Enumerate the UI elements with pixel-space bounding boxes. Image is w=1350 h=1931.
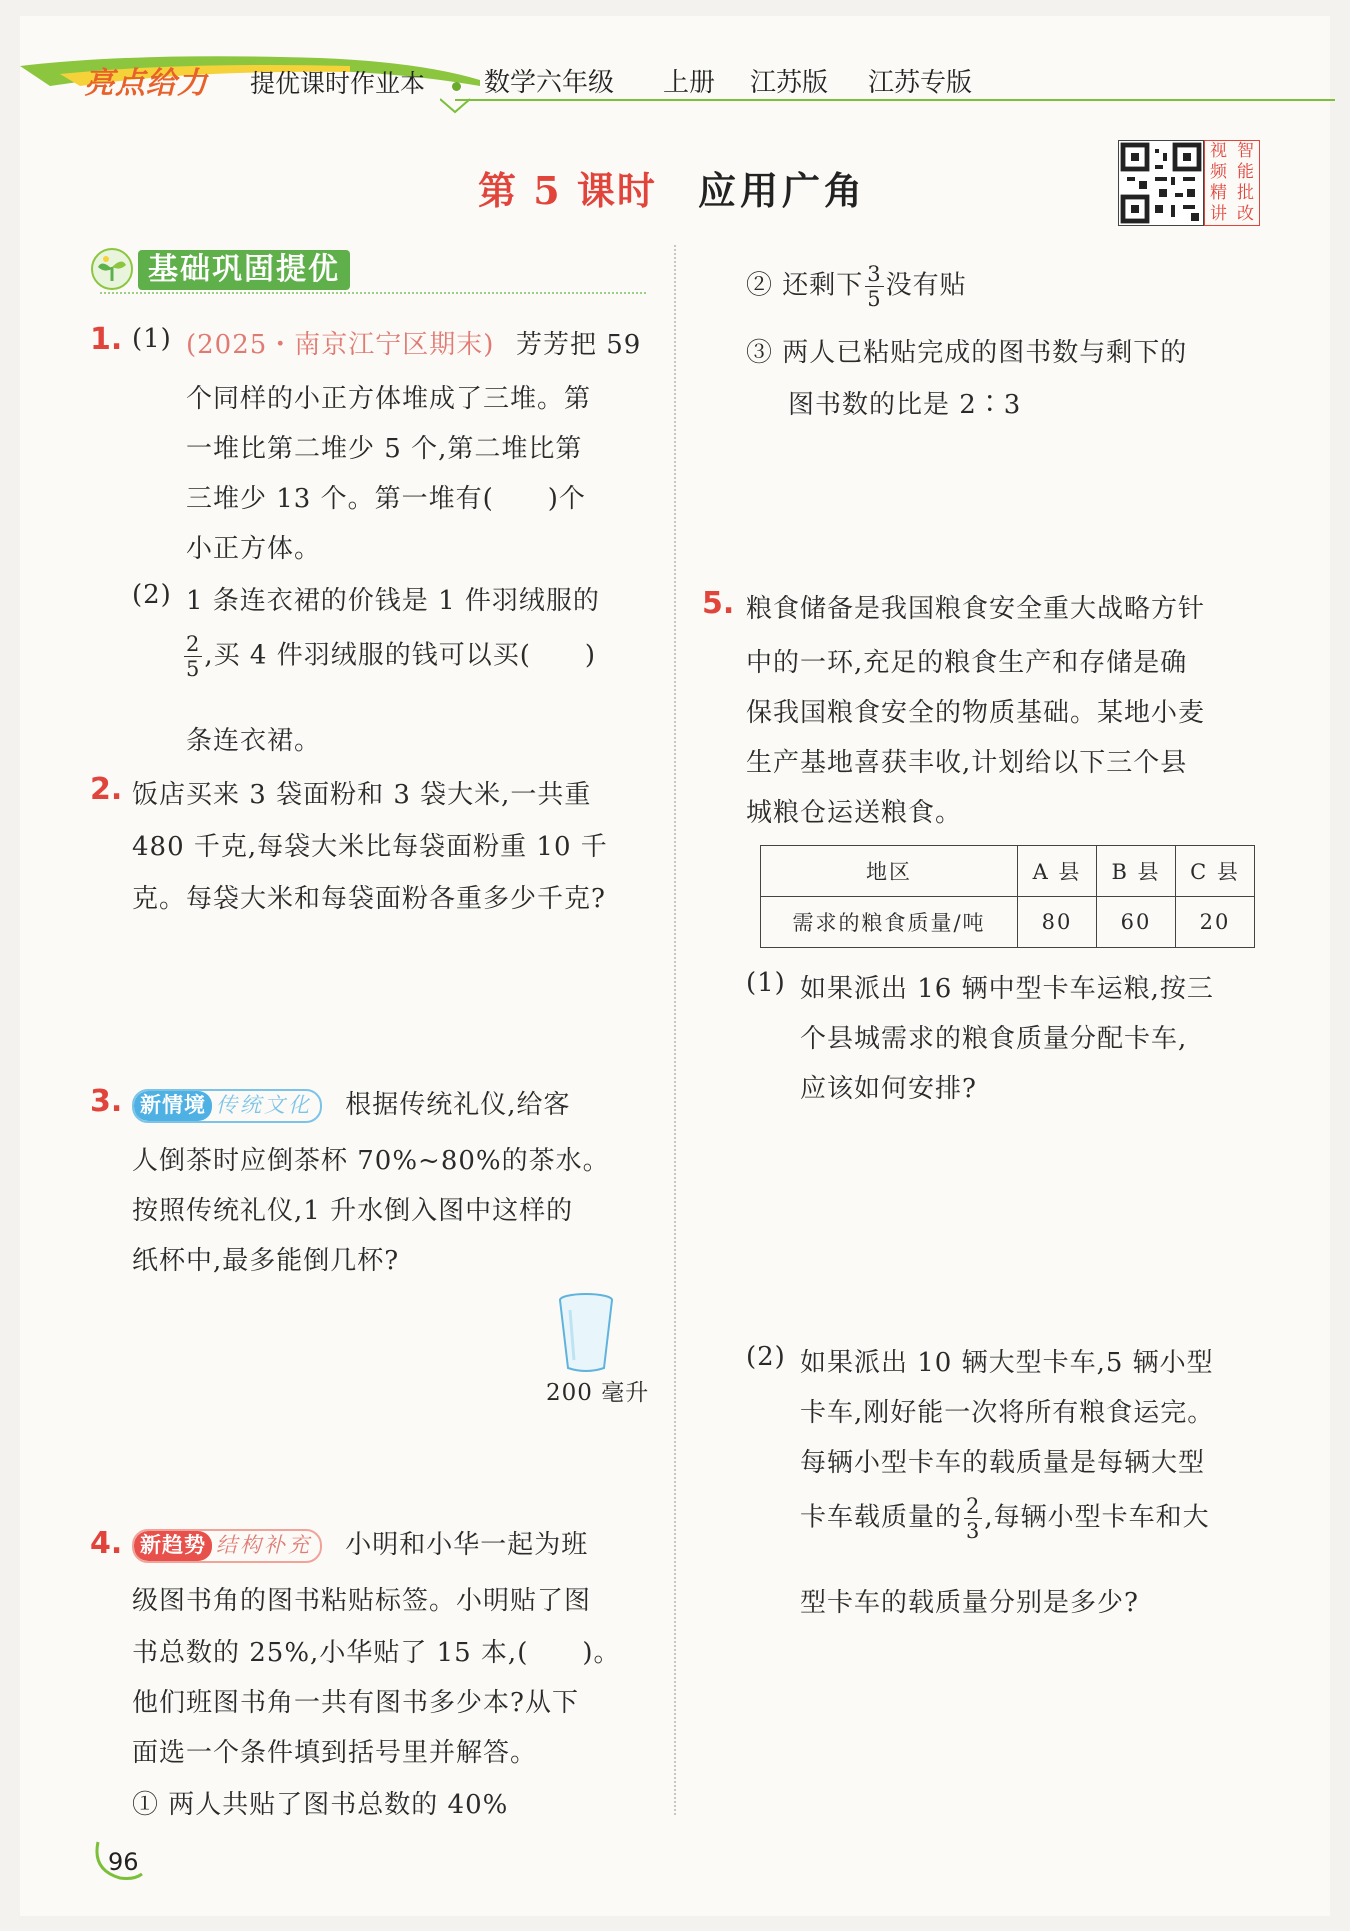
- q3-line: 人倒茶时应倒茶杯 70%~80%的茶水。: [132, 1146, 610, 1176]
- q4-line: 书总数的 25%,小华贴了 15 本,( )。: [132, 1638, 621, 1668]
- brand-logo-text: 亮点给力: [84, 66, 208, 101]
- header-notch: [440, 94, 470, 114]
- q4-first-line: 新趋势 结构补充 小明和小华一起为班: [132, 1524, 588, 1563]
- qr-video-label: 视 智 频 能 精 批 讲 改: [1204, 140, 1260, 226]
- fraction: $\frac{2}{5}$: [186, 632, 201, 681]
- q1-part2-line: 条连衣裙。: [186, 726, 322, 756]
- table-cell: 20: [1176, 897, 1255, 948]
- q1-part2-fraction-line: $\frac{2}{5}$ ,买 4 件羽绒服的钱可以买( ): [186, 632, 596, 681]
- q2-line: 克。每袋大米和每袋面粉各重多少千克?: [132, 884, 606, 914]
- q4-line: 他们班图书角一共有图书多少本?从下: [132, 1688, 579, 1718]
- q4-option-1: ① 两人共贴了图书总数的 40%: [132, 1790, 509, 1820]
- section-title: 基础巩固提优: [138, 250, 350, 290]
- sprout-icon: [90, 247, 134, 291]
- q1-part1-label: (1): [132, 324, 172, 354]
- q5-part1-line: 如果派出 16 辆中型卡车运粮,按三: [800, 974, 1214, 1004]
- tag-new-trend: 新趋势 结构补充: [132, 1529, 322, 1563]
- q5-part2-line: 如果派出 10 辆大型卡车,5 辆小型: [800, 1348, 1214, 1378]
- fraction: $\frac{2}{3}$: [966, 1494, 981, 1543]
- q5-part2-line: 型卡车的载质量分别是多少?: [800, 1588, 1139, 1618]
- table-header-cell: B 县: [1097, 846, 1176, 897]
- q1-part2-line: 1 条连衣裙的价钱是 1 件羽绒服的: [186, 586, 600, 616]
- q1-part1-source: (2025・南京江宁区期末): [186, 330, 495, 360]
- q5-part2-label: (2): [746, 1342, 786, 1372]
- table-row: [761, 897, 1255, 948]
- question-number-1: 1.: [90, 322, 123, 357]
- header-special-edition: 江苏专版: [868, 68, 973, 98]
- question-number-4: 4.: [90, 1526, 123, 1561]
- question-number-5: 5.: [702, 586, 735, 621]
- column-divider: [674, 245, 676, 1815]
- q3-first-line: 新情境 传统文化 根据传统礼仪,给客: [132, 1084, 571, 1123]
- q1-part1-line: 芳芳把 59: [516, 330, 642, 360]
- fraction: $\frac{3}{5}$: [867, 262, 882, 311]
- question-number-2: 2.: [90, 772, 123, 807]
- page-number: 96: [108, 1848, 139, 1876]
- q5-part1-line: 个县城需求的粮食质量分配卡车,: [800, 1024, 1188, 1054]
- table-cell: 80: [1018, 897, 1097, 948]
- q4-option-2: ② 还剩下 $\frac{3}{5}$ 没有贴: [746, 262, 967, 311]
- q4-line: 级图书角的图书粘贴标签。小明贴了图: [132, 1586, 592, 1616]
- q5-part1-label: (1): [746, 968, 786, 998]
- q4-option-3: ③ 两人已粘贴完成的图书数与剩下的: [746, 338, 1188, 368]
- table-header-cell: 地区: [761, 846, 1018, 897]
- q1-part1-line: 小正方体。: [186, 534, 322, 564]
- q2-line: 饭店买来 3 袋面粉和 3 袋大米,一共重: [132, 780, 592, 810]
- header-volume: 上册: [663, 68, 716, 98]
- header-grade: 数学六年级: [484, 68, 615, 98]
- q1-part1-line: 一堆比第二堆少 5 个,第二堆比第: [186, 434, 583, 464]
- cup-capacity-label: 200 毫升: [546, 1380, 650, 1406]
- q1-part1-line: 个同样的小正方体堆成了三堆。第: [186, 384, 592, 414]
- table-cell: 60: [1097, 897, 1176, 948]
- section-underline: [100, 292, 646, 294]
- table-cell: 需求的粮食质量/吨: [761, 897, 1018, 948]
- q5-line: 生产基地喜获丰收,计划给以下三个县: [746, 748, 1188, 778]
- header-dot: [452, 82, 461, 91]
- table-row: [761, 846, 1255, 897]
- q5-line: 中的一环,充足的粮食生产和存储是确: [746, 648, 1188, 678]
- brand-subtitle: 提优课时作业本: [250, 69, 426, 98]
- q2-line: 480 千克,每袋大米比每袋面粉重 10 千: [132, 832, 608, 862]
- header-rule: [455, 99, 1335, 101]
- lesson-title: 应用广角: [698, 168, 867, 213]
- q5-line: 城粮仓运送粮食。: [746, 798, 963, 828]
- q5-line: 粮食储备是我国粮食安全重大战略方针: [746, 594, 1206, 624]
- table-header-cell: C 县: [1176, 846, 1255, 897]
- q3-line: 按照传统礼仪,1 升水倒入图中这样的: [132, 1196, 574, 1226]
- q1-part2-label: (2): [132, 580, 172, 610]
- qr-code-icon[interactable]: [1118, 140, 1204, 226]
- q5-part1-line: 应该如何安排?: [800, 1074, 977, 1104]
- q5-part2-fraction-line: 卡车载质量的 $\frac{2}{3}$ ,每辆小型卡车和大: [800, 1494, 1210, 1543]
- q5-part2-line: 每辆小型卡车的载质量是每辆大型: [800, 1448, 1206, 1478]
- q5-part2-line: 卡车,刚好能一次将所有粮食运完。: [800, 1398, 1215, 1428]
- q3-line: 纸杯中,最多能倒几杯?: [132, 1246, 400, 1276]
- grain-demand-table: [760, 845, 1255, 948]
- question-number-3: 3.: [90, 1084, 123, 1119]
- paper-cup-icon: [556, 1290, 616, 1376]
- q1-part1-line: 三堆少 13 个。第一堆有( )个: [186, 484, 586, 514]
- header-edition: 江苏版: [750, 68, 829, 98]
- q4-option-3-cont: 图书数的比是 2∶3: [788, 390, 1022, 420]
- q5-line: 保我国粮食安全的物质基础。某地小麦: [746, 698, 1206, 728]
- q4-line: 面选一个条件填到括号里并解答。: [132, 1738, 538, 1768]
- table-header-cell: A 县: [1018, 846, 1097, 897]
- tag-new-context: 新情境 传统文化: [132, 1089, 322, 1123]
- lesson-number: 第 5 课时: [478, 168, 657, 213]
